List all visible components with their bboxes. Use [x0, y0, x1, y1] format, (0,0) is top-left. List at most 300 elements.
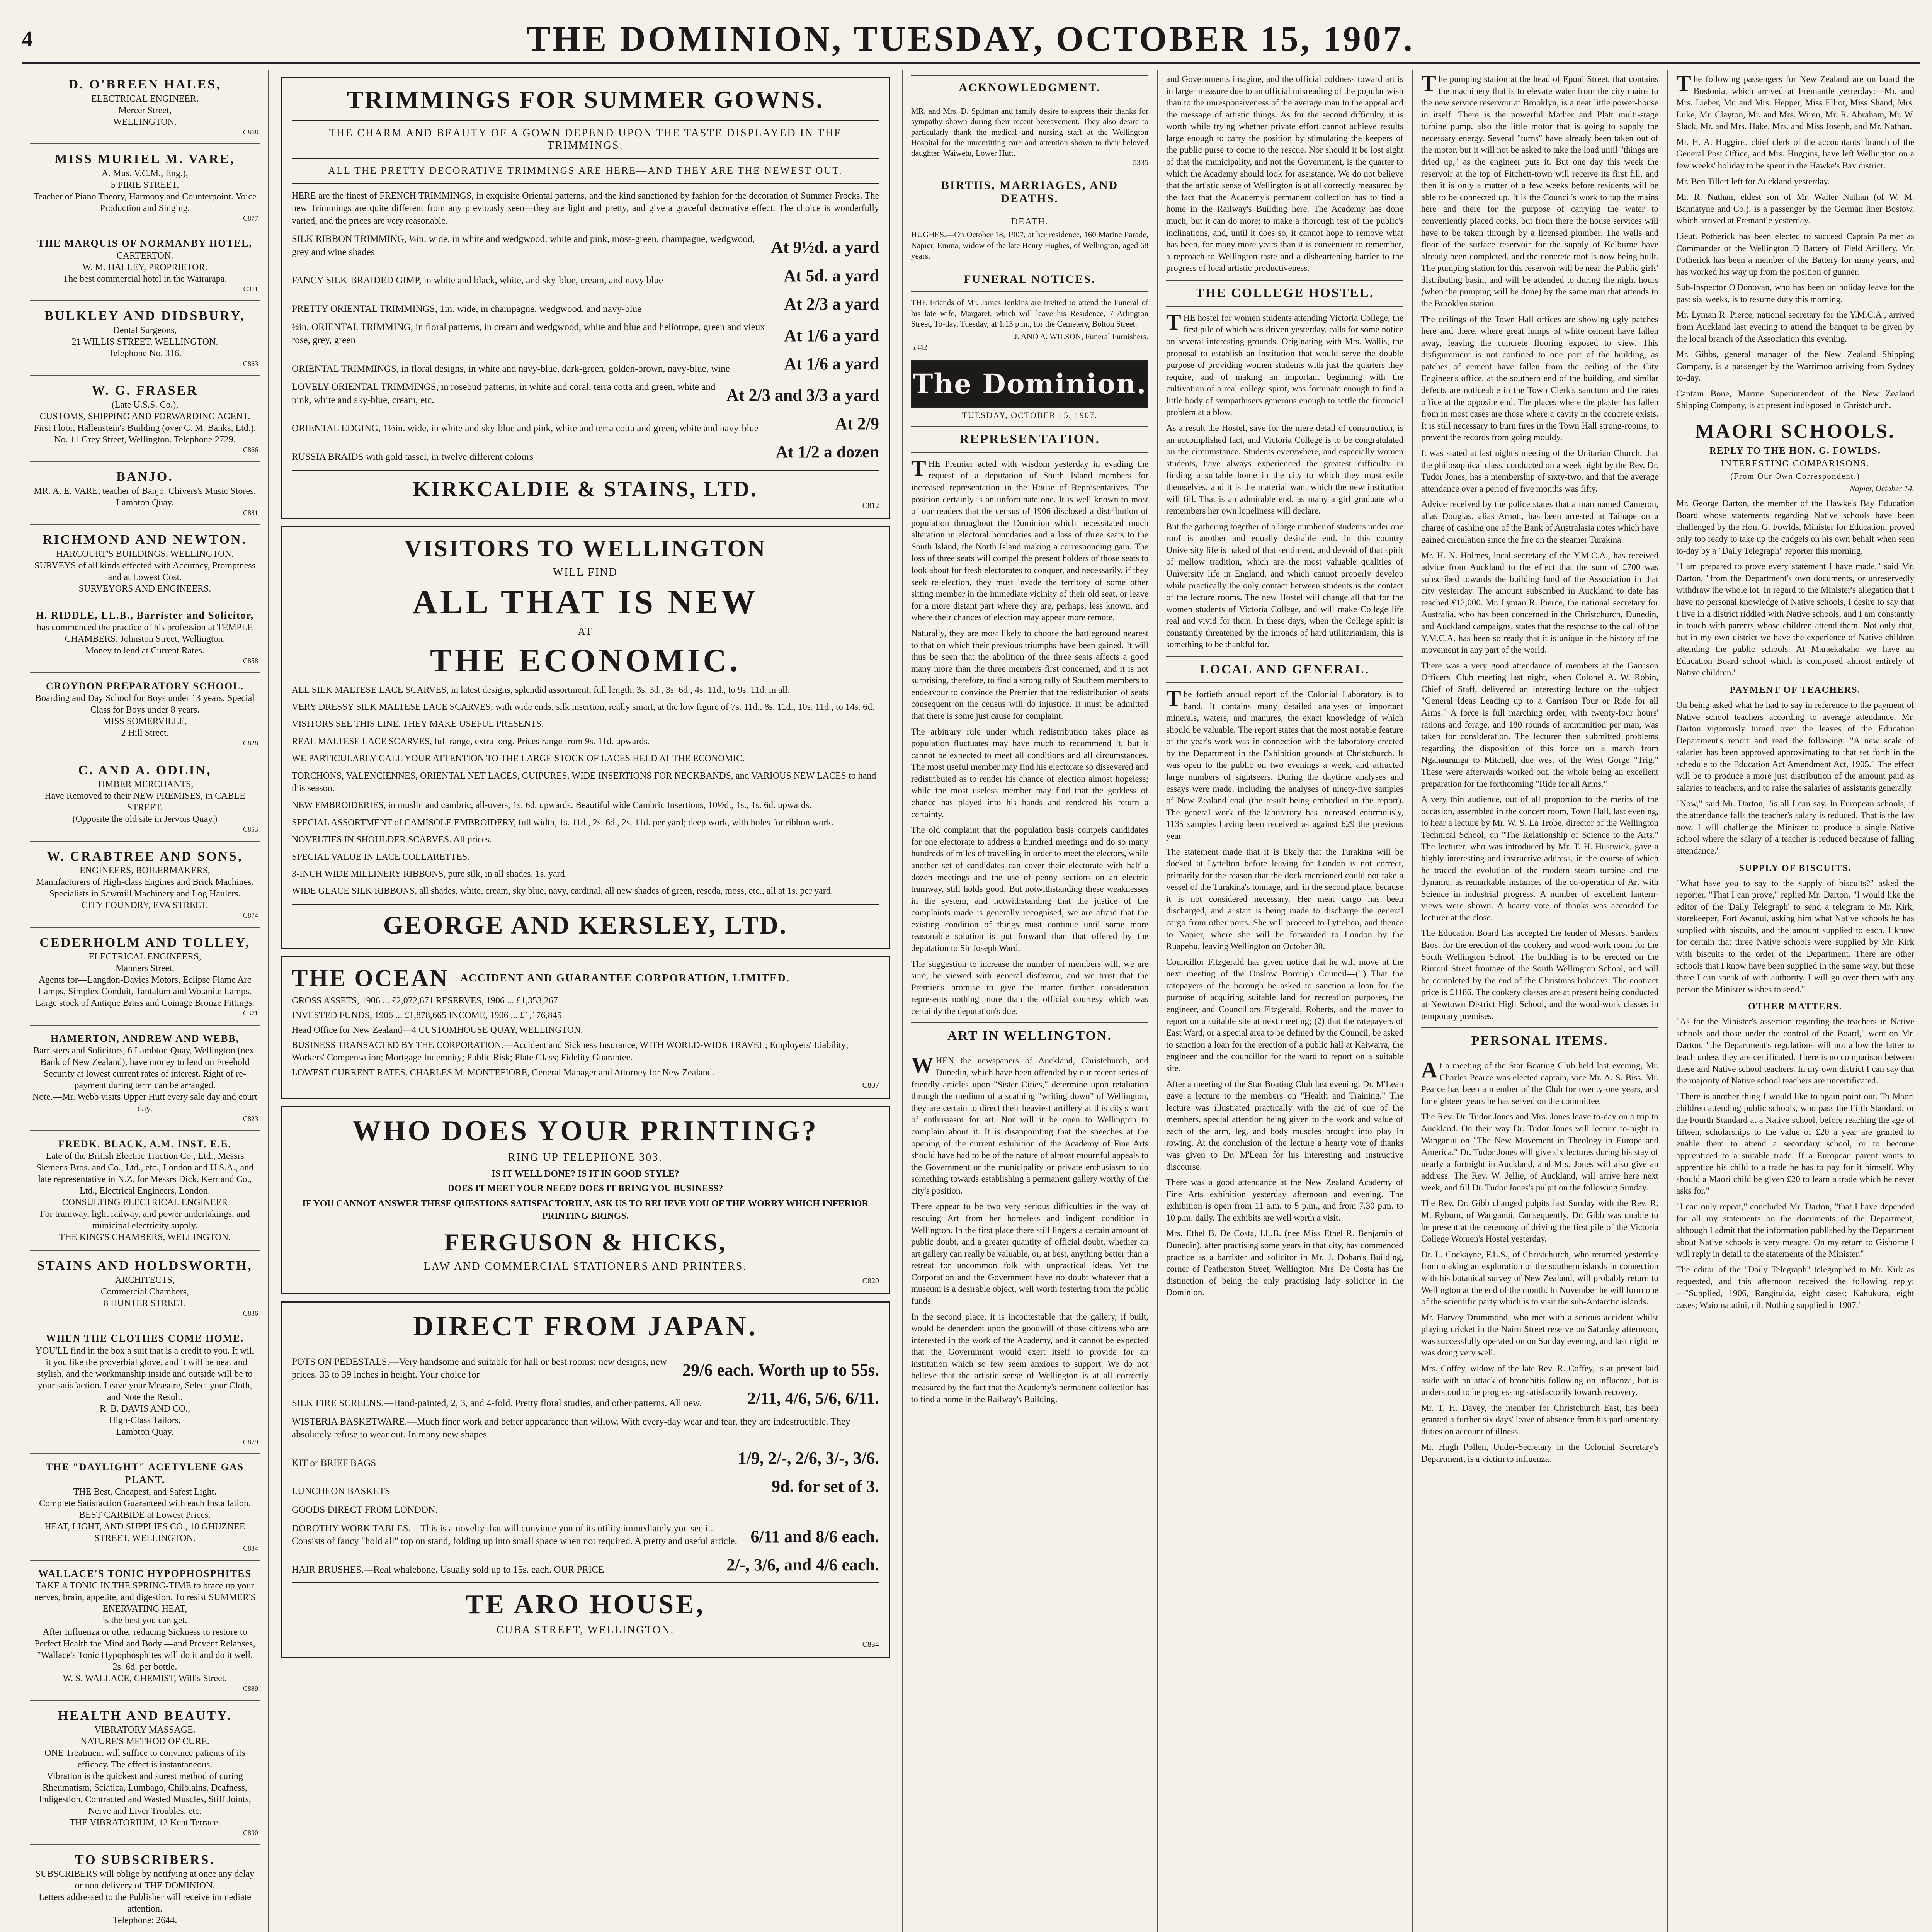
article-paragraph: As a result the Hostel, save for the mere detail of construction, is an accomplished fact, and Victoria College is to be congratulated on the circumstance. Students everywhere, and especially women students, have always experienced the greatest difficulty in finding a suitable home in the city to which they must exile themselves, and it is the material want which the new institution will fill. That is an admirable end, as many a girl graduate who remembers her own loneliness will declare. — [1166, 423, 1403, 516]
maori-subheading-3: (From Our Own Correspondent.) — [1730, 471, 1860, 481]
classified-ref: C881 — [243, 509, 258, 517]
japan-description: LUNCHEON BASKETS — [292, 1486, 390, 1497]
japan-item — [292, 1447, 879, 1469]
printing-ad — [281, 1106, 890, 1294]
maori-heading: MAORI SCHOOLS. — [1695, 420, 1896, 443]
article-paragraph: Advice received by the police states that a man named Cameron, alias Douglas, alias Arnott, has been arrested at Taihape on a charge of cashing one of the Bank of Australasia notes which have gained circulation since the fire on the steamer Turakina. — [1421, 499, 1658, 544]
classified-line: has commenced the practice of his profession at TEMPLE CHAMBERS, Johnston Street, Wellington. — [37, 622, 253, 644]
classified-ad — [30, 376, 260, 462]
japan-description: DOROTHY WORK TABLES.—This is a novelty that will convince you of its utility immediately you see it. Consists of fancy "hold all" top on stand, folding up into small space when not required. A pretty and useful article. — [292, 1523, 737, 1547]
classified-ad — [30, 842, 260, 928]
economic-headline-1: VISITORS TO WELLINGTON — [404, 535, 767, 562]
page-number: 4 — [22, 26, 33, 51]
news-column-4 — [1158, 70, 1413, 1932]
classified-line: is the best you can get. — [102, 1616, 187, 1626]
trimming-description: ORIENTAL EDGING, 1½in. wide, in white and sky-blue and pink, white and terra cotta and green, white and navy-blue — [292, 423, 759, 434]
trimming-price: At 2/3 and 3/3 a yard — [726, 386, 879, 405]
article-paragraph: The following passengers for New Zealand are on board the Bostonia, which arrived at Fremantle yesterday:—Mr. and Mrs. Lieber, Mr. and Mrs. Hepper, Miss Elliot, Miss Shand, Mrs. Luke, Mr. Clayton, Mr. and Mrs. Wiren, Mr. R. Abraham, Mr. W. Slack, Mr. and Mrs. Hake, Mrs. and Miss Joseph, and Mr. Nathan. — [1676, 71, 1914, 131]
classified-ref: C877 — [243, 214, 258, 222]
article-subheading: PAYMENT OF TEACHERS. — [1730, 685, 1861, 695]
printing-line-list — [292, 1168, 879, 1223]
classified-line: 5 PIRIE STREET, — [111, 180, 179, 190]
article-paragraph: "I can only repeat," concluded Mr. Darton, "that I have depended for all my statements on the documents of the Department, although I admit that the information published by the Department about Native schools is very meagre. On my return to Gisborne I will reply in detail to the statements of the Minister." — [1676, 1201, 1914, 1259]
trimming-item — [292, 412, 879, 435]
ocean-line-list — [292, 995, 879, 1079]
divider — [292, 904, 879, 905]
ad-ref: C820 — [862, 1276, 879, 1285]
representation-article — [911, 455, 1148, 1017]
divider — [292, 120, 879, 121]
trimming-price: At 5d. a yard — [784, 266, 879, 285]
trimming-description: ½in. ORIENTAL TRIMMING, in floral patterns, in cream and wedgwood, white and blue and heliotrope, green and vieux rose, grey, green — [292, 322, 765, 346]
classified-ad — [30, 462, 260, 525]
ocean-ad — [281, 956, 890, 1099]
article-paragraph: Dr. L. Cockayne, F.L.S., of Christchurch, who returned yesterday from making an exploration of the southern islands in connection with his botanical survey of New Zealand, will probably return to Wellington at the end of the month. In November he will form one of the scientific party which is to visit the sub-Antarctic islands. — [1421, 1249, 1658, 1307]
article-paragraph: Mr. Harvey Drummond, who met with a serious accident whilst playing cricket in the Nairn Street reserve on Saturday afternoon, was successfully operated on on Sunday evening, and last night he was doing very well. — [1421, 1312, 1658, 1358]
news-column-5 — [1413, 70, 1668, 1932]
article-paragraph: At a meeting of the Star Boating Club held last evening, Mr. Charles Pearce was elected captain, vice Mr. A. S. Biss. Mr. Pearce has been a member of the Club for twenty-one years, and for eighteen years he has served on the committee. — [1421, 1057, 1658, 1106]
japan-address: CUBA STREET, WELLINGTON. — [496, 1624, 675, 1636]
local-article-continued — [1421, 73, 1658, 1022]
classified-line: 21 WILLIS STREET, WELLINGTON. — [71, 337, 218, 347]
classified-ad — [30, 525, 260, 602]
classified-line: Note.—Mr. Webb visits Upper Hutt every sale day and court day. — [32, 1092, 258, 1114]
japan-description: GOODS DIRECT FROM LONDON. — [292, 1504, 438, 1515]
economic-headline-3: ALL THAT IS NEW — [412, 583, 759, 621]
classified-line: Specialists in Sawmill Machinery and Log Haulers. — [49, 889, 241, 899]
classified-line: W. M. HALLEY, PROPRIETOR. — [82, 262, 207, 272]
article-paragraph: The statement made that it is likely that the Turakina will be docked at Lyttelton before leaving for London is not correct, primarily for the reason that the dock mentioned could not take a vessel of the Turakina's tonnage, and, in the second place, because it is not considered necessary. Her meat cargo has been discharged, and a start is being made to discharge the general cargo from other ports. She will proceed to Lyttelton, and thence to Napier, where she will be forwarded to London by the Ruapehu, leaving Wellington on October 30. — [1166, 847, 1403, 951]
economic-line: TORCHONS, VALENCIENNES, ORIENTAL NET LACES, GUIPURES, WIDE INSERTIONS FOR NECKBANDS, and VARIOUS NEW LACES to hand this season. — [292, 770, 876, 793]
maori-article — [1676, 498, 1914, 1311]
article-paragraph: The suggestion to increase the number of members will, we are sure, be viewed with general disfavour, and we trust that the Premier's promise to give the matter further consideration represents nothing more than the official courtesy which was certainly the deputation's due. — [911, 959, 1148, 1016]
article-paragraph: Councillor Fitzgerald has given notice that he will move at the next meeting of the Onslow Borough Council—(1) That the ratepayers of the borough be asked to sanction a loan for the purpose of acquiring suitable land for recreation purposes, the engineer, and Councillors Fitzgerald, Roberts, and the mover to report on a suitable site at next meeting; (2) that the ratepayers of East Ward, or a special area to be defined by the Council, be asked to sanction a loan for the erection of a public hall at Kaiwarra, the engineer and the councillor for the ward to report on a suitable site. — [1166, 957, 1403, 1073]
economic-line: 3-INCH WIDE MILLINERY RIBBONS, pure silk, in all shades, 1s. yard. — [292, 869, 567, 879]
classified-title: RICHMOND AND NEWTON. — [43, 532, 247, 547]
classified-ref: C853 — [243, 825, 258, 833]
article-paragraph: "I am prepared to prove every statement I have made," said Mr. Darton, "from the Department's own documents, or unreservedly withdraw the whole lot. In regard to the Minister's allegation that I have no personal knowledge of Native schools, I desire to say that I live in a district riddled with Native schools, and I am constantly in touch with parents whose children attend them. Not only that, but in my own district we have the experience of Native children attending the public schools. At Maraekakaho we have an Education Board school which is composed almost entirely of Native children." — [1676, 561, 1914, 678]
article-paragraph: The Rev. Dr. Gibb changed pulpits last Sunday with the Rev. R. M. Ryburn, of Wanganui. Consequently, Dr. Gibb was unable to be present at the ceremony of driving the first pile of the Victoria College Women's Hostel yesterday. — [1421, 1198, 1658, 1244]
trimming-description: LOVELY ORIENTAL TRIMMINGS, in rosebud patterns, in white and coral, terra cotta and green, white and pink, white and sky-blue, cream, etc. — [292, 382, 716, 406]
article-paragraph: A very thin audience, out of all proportion to the merits of the occasion, assembled in the concert room, Town Hall, last evening, to hear a lecture by Mr. W. S. La Trobe, director of the Wellington Technical School, on "The Relationship of Science to the Arts." The lecturer, who was introduced by Mr. T. H. Hustwick, gave a highly interesting and instructive address, in the course of which he traced the evolution of the modern steam turbine and the dynamo, as remarkable instances of the co-operation of Art with Science in industrial progress. A number of excellent lantern-views were shown. A hearty vote of thanks was accorded the lecturer at the close. — [1421, 794, 1658, 922]
ad-ref: C812 — [862, 501, 879, 510]
classified-ad — [30, 1325, 260, 1454]
divider — [292, 183, 879, 184]
classified-line: MISS SOMERVILLE, — [102, 716, 187, 726]
funeral-text: THE Friends of Mr. James Jenkins are invited to attend the Funeral of his late wife, Margaret, which will leave his Residence, 7 Arlington Street, To-day, Tuesday, at 1.15 p.m., for the Cemetery, Bolton Street. — [911, 298, 1148, 328]
article-paragraph: In the second place, it is incontestable that the gallery, if built, would be dependent upon the goodwill of those citizens who are interested in the work of the Academy, and it cannot be expected that the Government would exert itself to provide for an institution which so few seem anxious to support. We do not believe that the artistic sense of Wellington is at all correctly measured by the fact that the Academy's permanent collection has to find a home in the Railway's Building. — [911, 1311, 1148, 1404]
classified-ad — [30, 602, 260, 673]
classified-title: WHEN THE CLOTHES COME HOME. — [46, 1333, 244, 1344]
japan-item — [292, 1522, 879, 1548]
article-paragraph: Mr. H. A. Huggins, chief clerk of the accountants' branch of the General Post Office, and Mrs. Huggins, have left Wellington on a few weeks' holiday to be spent in the Hawke's Bay district. — [1676, 137, 1914, 171]
classified-ref: C863 — [243, 359, 258, 367]
classified-title: HAMERTON, ANDREW AND WEBB, — [50, 1032, 240, 1044]
japan-description: KIT or BRIEF BAGS — [292, 1458, 376, 1468]
classified-ad — [30, 1701, 260, 1845]
article-paragraph: The ceilings of the Town Hall offices are showing ugly patches here and there, where great lumps of white cement have fallen away, leaving the concrete flooring exposed to view. This disfigurement is not confined to one part of the building, as patches of cement have fallen from the ceiling of the City Engineer's office, at the southern end of the building, and similar defects are noticeable in the Town Clerk's sanctum and the rates office at the opposite end. The places where the plaster has fallen from in most cases are those where a cavity in the concrete exists. It is still necessary to burn fires in the Town Hall strong-rooms, to prevent the records from going mouldy. — [1421, 314, 1658, 442]
classified-line: For tramway, light railway, and power undertakings, and municipal electricity supply. — [40, 1209, 250, 1231]
japan-description: WISTERIA BASKETWARE.—Much finer work and better appearance than willow. With every-day wear and tear, they are indestructible. They absolutely refuse to wear out. In many new shapes. — [292, 1416, 850, 1440]
classified-ref: C836 — [243, 1309, 258, 1317]
classified-line: CUSTOMS, SHIPPING AND FORWARDING AGENT. — [39, 411, 250, 422]
classified-line: Money to lend at Current Rates. — [85, 646, 204, 656]
article-paragraph: After a meeting of the Star Boating Club last evening, Dr. M'Lean gave a lecture to the members on "Health and Training." The lecture was illustrated practically with the aid of one of the members, special attention being given to the work and value of each of the arm, leg, and body muscles brought into play in rowing. At the conclusion of the lecture a hearty vote of thanks was given to Dr. M'Lean for his interesting and instructive discourse. — [1166, 1079, 1403, 1172]
classified-ref: C371 — [243, 1009, 258, 1017]
classified-line: YOU'LL find in the box a suit that is a credit to you. It will fit you like the proverbial glove, and it will be neat and stylish, and the workmanship inside and outside will be to your satisfaction. Leave your Measure, Select your Cloth, and Note the Result. — [35, 1345, 255, 1402]
japan-advertiser: TE ARO HOUSE, — [465, 1590, 706, 1620]
classified-title: CEDERHOLM AND TOLLEY, — [39, 935, 250, 950]
hostel-heading: THE COLLEGE HOSTEL. — [1166, 280, 1403, 307]
classified-line: ELECTRICAL ENGINEER. — [91, 94, 199, 104]
article-paragraph: Mr. Ben Tillett left for Auckland yesterday. — [1676, 176, 1830, 186]
classified-title: BULKLEY AND DIDSBURY, — [44, 309, 245, 323]
classified-line: Manners Street. — [116, 963, 174, 973]
classified-line: Late of the British Electric Traction Co., Ltd., Messrs Siemens Bros. and Co., Ltd., etc., London and U.S.A., and late representative in N.Z. for Messrs Dick, Kerr and Co., Ltd., Electrical Engineers, London. — [36, 1151, 254, 1196]
classified-line: W. S. WALLACE, CHEMIST, Willis Street. — [63, 1673, 227, 1684]
japan-ad — [281, 1301, 890, 1658]
article-paragraph: But the gathering together of a large number of students under one roof is another and equally desirable end. In this country University life is naked of that sentiment, and devoid of that spirit of mellow tradition, which are the most valuable qualities of University life in England, and which cannot properly develop while practically the only contact between students is the contact of the lecture rooms. The new Hostel will change all that for the women students of Victoria College, and will make College life real and vivid for them. In these days, when the College spirit is constantly threatened by the inroads of hard utilitarianism, this is something to be thankful for. — [1166, 521, 1403, 650]
ocean-line: LOWEST CURRENT RATES. CHARLES M. MONTEFIORE, General Manager and Attorney for New Zealand. — [292, 1067, 714, 1078]
article-paragraph: Mr. Lyman R. Pierce, national secretary for the Y.M.C.A., arrived from Auckland last evening to attend the banquet to be given by the local branch of the Association this evening. — [1676, 310, 1914, 344]
article-paragraph: Mr. George Darton, the member of the Hawke's Bay Education Board whose statements regarding Native schools have been challenged by the Hon. G. Fowlds, Minister for Education, proved only too ready to take up the cudgels on his own behalf when seen to-day by a "Daily Telegraph" reporter this morning. — [1676, 498, 1914, 556]
classified-ref: C834 — [243, 1544, 258, 1552]
classified-line: First Floor, Hallenstein's Building (over C. M. Banks, Ltd.), No. 11 Grey Street, Wellington. Telephone 2729. — [34, 423, 256, 445]
printing-title: WHO DOES YOUR PRINTING? — [352, 1115, 819, 1147]
classified-line: Telephone: 2644. — [112, 1915, 177, 1925]
trimming-item — [292, 293, 879, 315]
article-paragraph: The pumping station at the head of Epuni Street, that contains the machinery that is to elevate water from the city mains to the new service reservoir at Brooklyn, is a neat little power-house in itself. There is the powerful Mather and Platt multi-stage turbine pump, also the little motor that is going to supply the necessary energy. Several "turns" have already been taken out of the motor, but it will not be asked to take the load until "things are dried up," as the engineer puts it. But one day this week the reservoir at the top of Fitchett-town will receive its first fill, and then it is only a matter of a few weeks before residents will be able to be connected up. It is the Council's work to tap the mains here and there for the purpose of carrying the water to conveniently placed cocks, but from there the house services will have to be taken through by a licensed plumber. The walls and floor of the surface reservoir for the supply of Kelburne have already been completed, and the concrete roof is now being built. The pumping station for this reservoir will be near the Public girls' distributing basin, and will be attended to during the night hours (when the pumping will be done) by the same man that attends to the Brooklyn station. — [1421, 71, 1658, 308]
article-paragraph: The editor of the "Daily Telegraph" telegraphed to Mr. Kirk as requested, and this afternoon received the following reply:—"Supplied, 1906, Rangitukia, eight cases; Kahukura, eight cases; Waiomatatini, nil. Nothing supplied in 1907." — [1676, 1264, 1914, 1310]
classified-line: Vibration is the quickest and surest method of curing Rheumatism, Sciatica, Lumbago, Chilblains, Deafness, Indigestion, Contracted and Wasted Muscles, Stiff Joints, Nerve and Liver Troubles, etc. — [39, 1771, 251, 1816]
classified-line: Complete Satisfaction Guaranteed with each Installation. — [39, 1498, 251, 1509]
trimming-description: FANCY SILK-BRAIDED GIMP, in white and black, white, and sky-blue, cream, and navy blue — [292, 275, 663, 286]
classified-line: CONSULTING ELECTRICAL ENGINEER — [62, 1197, 228, 1208]
japan-description: POTS ON PEDESTALS.—Very handsome and suitable for hall or best rooms; new designs, new prices. 33 to 39 inches in height. Your choice for — [292, 1356, 667, 1380]
masthead-title: THE DOMINION, TUESDAY, OCTOBER 15, 1907. — [527, 19, 1415, 58]
ocean-line: BUSINESS TRANSACTED BY THE CORPORATION.—Accident and Sickness Insurance, WITH WORLD-WIDE TRAVEL; Employers' Liability; Workers' Compensation; Mortgage Indemnity; Public Risk; Plate Glass; Fidelity Guarantee. — [292, 1040, 849, 1063]
classified-line: TIMBER MERCHANTS, — [96, 779, 194, 789]
classified-title: C. AND A. ODLIN, — [78, 763, 212, 777]
classified-line: 8 HUNTER STREET. — [104, 1298, 186, 1308]
japan-price: 2/-, 3/6, and 4/6 each. — [726, 1555, 879, 1575]
classified-ref: C823 — [243, 1115, 258, 1122]
trimming-price: At 9½d. a yard — [771, 238, 879, 257]
classified-ad — [30, 230, 260, 301]
classified-ref: C828 — [243, 739, 258, 747]
trimming-item — [292, 233, 879, 259]
classified-title: W. G. FRASER — [92, 383, 198, 398]
classified-line: THE KING'S CHAMBERS, WELLINGTON. — [59, 1232, 231, 1242]
classified-ad — [30, 70, 260, 144]
article-paragraph: Lieut. Potherick has been elected to succeed Captain Palmer as Commander of the Wellington D Battery of Field Artillery. Mr. Potherick has been a member of the Battery for many years, and has worked his way up from the position of gunner. — [1676, 231, 1914, 277]
classified-line: The best commercial hotel in the Wairarapa. — [63, 274, 227, 284]
classified-line: VIBRATORY MASSAGE. — [94, 1725, 196, 1735]
classified-line: Boarding and Day School for Boys under 13 years. Special Class for Boys under 8 years. — [35, 693, 255, 715]
classified-title: MISS MURIEL M. VARE, — [54, 152, 235, 166]
classified-line: THE Best, Cheapest, and Safest Light. — [73, 1487, 217, 1497]
columns — [22, 70, 1920, 1932]
classified-line: CARTERTON. — [116, 250, 173, 261]
economic-line: WIDE GLACE SILK RIBBONS, all shades, white, cream, sky blue, navy, cardinal, all new shades of green, reseda, moss, etc., all at 1s. per yard. — [292, 886, 833, 896]
printing-line: IS IT WELL DONE? IS IT IN GOOD STYLE? — [492, 1169, 679, 1179]
classified-ref: C311 — [243, 285, 258, 293]
japan-description: SILK FIRE SCREENS.—Hand-painted, 2, 3, and 4-fold. Pretty floral studies, and other patterns. All new. — [292, 1398, 702, 1408]
classified-line: NATURE'S METHOD OF CURE. — [80, 1736, 209, 1747]
classified-title: FREDK. BLACK, A.M. INST. E.E. — [58, 1138, 232, 1150]
news-column-6 — [1668, 70, 1923, 1932]
funeral-signature: J. AND A. WILSON, Funeral Furnishers. — [1014, 332, 1148, 342]
classified-ad — [30, 1845, 260, 1932]
trimmings-ad — [281, 77, 890, 519]
divider — [292, 470, 879, 471]
classified-line: SUBSCRIBERS will oblige by notifying at once any delay or non-delivery of THE DOMINION. — [35, 1869, 255, 1891]
article-paragraph: Sub-Inspector O'Donovan, who has been on holiday leave for the past six weeks, is to resume duty this morning. — [1676, 282, 1914, 304]
article-subheading: SUPPLY OF BISCUITS. — [1739, 863, 1852, 873]
japan-price: 1/9, 2/-, 2/6, 3/-, 3/6. — [738, 1449, 879, 1468]
japan-description: HAIR BRUSHES.—Real whalebone. Usually sold up to 15s. each. OUR PRICE — [292, 1564, 604, 1575]
article-paragraph: The Education Board has accepted the tender of Messrs. Sanders Bros. for the erection of the cookery and wood-work room for the South Wellington School. The building is to be erected on the Rintoul Street frontage of the South Wellington School, and will be completed by the end of the Christmas holidays. The contract price is £1186. The cookery classes are at present being conducted at Newtown District High School, and the wood-work classes in temporary premises. — [1421, 928, 1658, 1021]
ad-ref: 5335 — [1133, 158, 1148, 167]
ocean-subtitle: ACCIDENT AND GUARANTEE CORPORATION, LIMITED. — [460, 972, 790, 985]
news-column-3 — [903, 70, 1158, 1932]
trimmings-subtitle: THE CHARM AND BEAUTY OF A GOWN DEPEND UPON THE TASTE DISPLAYED IN THE TRIMMINGS. — [328, 127, 842, 151]
classified-title: STAINS AND HOLDSWORTH, — [37, 1259, 253, 1273]
classified-ad — [30, 1026, 260, 1131]
classified-title: THE MARQUIS OF NORMANBY HOTEL, — [37, 238, 252, 249]
funeral-ref: 5342 — [911, 342, 927, 352]
printing-advertiser: FERGUSON & HICKS, — [444, 1228, 727, 1256]
trimming-item — [292, 264, 879, 287]
printing-line: DOES IT MEET YOUR NEED? DOES IT BRING YOU BUSINESS? — [447, 1184, 723, 1194]
maori-subheading-1: REPLY TO THE HON. G. FOWLDS. — [1709, 446, 1881, 456]
death-heading: DEATH. — [1011, 217, 1049, 227]
classified-ad — [30, 301, 260, 376]
classified-line: Lambton Quay. — [116, 1427, 174, 1437]
classified-ad — [30, 1454, 260, 1561]
classified-line: Barristers and Solicitors, 6 Lambton Quay, Wellington (next Bank of New Zealand), have money to lend on Freehold Security at lowest current rates of interest. Right of re-payment during term can be arranged. — [33, 1046, 257, 1090]
article-paragraph: There appear to be two very serious difficulties in the way of rescuing Art from her homeless and indigent condition in Wellington. In the first place there still lingers a certain amount of public doubt, and a greater quantity of official doubt, whether an art gallery can really be valuable, or, at best, anything better than a retreat for uncommon folk with unpractical ideas. Yet the Corporation and the Government have no doubt whatever that a museum is a desirable object, well worth fostering from the public funds. — [911, 1201, 1148, 1306]
classified-line: ENGINEERS, BOILERMAKERS, — [79, 866, 210, 876]
printing-tag: LAW AND COMMERCIAL STATIONERS AND PRINTERS. — [423, 1260, 747, 1272]
trimmings-tagline: ALL THE PRETTY DECORATIVE TRIMMINGS ARE HERE—AND THEY ARE THE NEWEST OUT. — [328, 165, 843, 176]
article-paragraph: Mr. H. N. Holmes, local secretary of the Y.M.C.A., has received advice from Auckland to the effect that the sum of £700 was subscribed towards the building fund of the Association in that city yesterday. The amount subscribed in Auckland to date has reached £12,000. Mr. Lyman R. Pierce, the national secretary for Australia, who has been concerned in the Christchurch, Dunedin, and Auckland campaigns, states that the response to the call of the Y.M.C.A. has been so ready that it is unique in the history of the movement in any part of the world. — [1421, 550, 1658, 655]
classified-ad — [30, 673, 260, 755]
economic-line: WE PARTICULARLY CALL YOUR ATTENTION TO THE LARGE STOCK OF LACES HELD AT THE ECONOMIC. — [292, 753, 745, 764]
classified-ad — [30, 755, 260, 842]
classified-title: TO SUBSCRIBERS. — [75, 1852, 215, 1867]
classified-ad — [30, 144, 260, 230]
classified-line: Teacher of Piano Theory, Harmony and Counterpoint. Voice Production and Singing. — [33, 191, 257, 213]
article-paragraph: The Rev. Dr. Tudor Jones and Mrs. Jones leave to-day on a trip to Auckland. On their way Dr. Tudor Jones will lecture to-night in Wanganui on "The New Movement in Theology in Europe and America." Dr. Tudor Jones will give six lectures during his stay of nearly a fortnight in Auckland, and Mrs. Jones will also give an address. The Rev. W. Jellie, of Auckland, will arrive here next week, and fill Dr. Tudor Jones's pulpit on the following Sunday. — [1421, 1112, 1658, 1192]
trimming-item — [292, 321, 879, 347]
classified-ref: C874 — [243, 912, 258, 919]
hostel-article — [1166, 309, 1403, 651]
classified-title: CROYDON PREPARATORY SCHOOL. — [46, 680, 244, 692]
classified-ad — [30, 1131, 260, 1251]
trimming-price: At 1/6 a yard — [784, 354, 879, 373]
bmd-heading: BIRTHS, MARRIAGES, AND DEATHS. — [911, 173, 1148, 211]
classified-line: Dental Surgeons, — [113, 325, 177, 335]
classified-ref: C889 — [243, 1685, 258, 1692]
classified-line: Commercial Chambers, — [101, 1286, 189, 1297]
article-paragraph: The old complaint that the population basis compels candidates for one electorate to address a hundred meetings and do so many hundreds of miles of travelling in order to meet the electors, while another set of candidates can cover their electorate with half a dozen meetings and the use of penny sections on an electric tramway, still holds good. But notwithstanding these weaknesses in the system, and notwithstanding that the justice of the complaints made is generally recognised, we are afraid that the existing condition of things must continue until some more reasonable solution is put forward than that offered by the deputation to Sir Joseph Ward. — [911, 825, 1148, 953]
classified-line: A. Mus. V.C.M., Eng.), — [102, 168, 188, 179]
economic-line: VISITORS SEE THIS LINE. THEY MAKE USEFUL PRESENTS. — [292, 719, 544, 730]
article-paragraph: THE Premier acted with wisdom yesterday in evading the request of a deputation of South Island members for increased representation in the House of Representatives. The position certainly is an unfortunate one. It is well known to most of our readers that the census of 1906 disclosed a distribution of population throughout the Dominion which necessitated much alteration in electoral boundaries and a loss of three seats to the South Island, the North Island making a corresponding gain. The loss of three seats will compel the present holders of those seats to look about for fresh electorates to conquer, and necessarily, if they seek re-election, they must invade the territory of some other sitting member in the immediate vicinity of their old seat, or leave for a more distant part where they are, perhaps, less known, and where their chances of election may appear more remote. — [911, 455, 1148, 622]
classified-title: WALLACE'S TONIC HYPOPHOSPHITES — [38, 1568, 252, 1579]
classified-title: HEALTH AND BEAUTY. — [58, 1708, 232, 1723]
classified-line: HARCOURT'S BUILDINGS, WELLINGTON. — [56, 549, 234, 559]
ad-ref: C807 — [862, 1081, 879, 1090]
maori-subheading-2: INTERESTING COMPARISONS. — [1721, 459, 1870, 469]
article-paragraph: The fortieth annual report of the Colonial Laboratory is to hand. It contains many detailed analyses of important minerals, waters, and manures, the exact knowledge of which should be valuable. The report states that the most notable feature of the year's work was in connection with the laboratory erected by the Department in the Exhibition grounds at Christchurch. It was open to the public on two evenings a week, and attracted large numbers of sightseers. During the daytime analyses and essays were made, including the analyses of ninety-five samples of New Zealand coal (the result being embodied in the report). The general work of the laboratory has increased enormously, 1135 samples having been received as against 629 the previous year. — [1166, 686, 1403, 841]
death-text: HUGHES.—On October 18, 1907, at her residence, 160 Marine Parade, Napier, Emma, widow of the late Henry Hughes, of Wellington, aged 68 years. — [911, 230, 1148, 261]
classified-line: THE VIBRATORIUM, 12 Kent Terrace. — [69, 1818, 221, 1828]
classified-ref: C879 — [243, 1438, 258, 1446]
classified-line: ARCHITECTS, — [115, 1275, 175, 1285]
trimmings-intro: HERE are the finest of FRENCH TRIMMINGS, in exquisite Oriental patterns, and the kind sanctioned by fashion for the decoration of Summer Frocks. The new Trimmings are quite different from any previously seen—they are light and pretty, and give a graceful decorative effect. The choice is wonderfully varied, and the prices are very reasonable. — [292, 191, 879, 226]
article-paragraph: "There is another thing I would like to again point out. To Maori children attending public schools, who pass the Fifth Standard, or the Fourth Standard at a Native school, before reaching the age of fifteen, scholarships to the value of £20 a year are granted to enable them to attend a secondary school, or to become apprenticed to a suitable trade. If a European parent wants to apprentice his child to a trade he has to pay for it himself. Why should a Maori child be given £20 to learn a trade which he never asks for." — [1676, 1091, 1914, 1196]
article-paragraph: Mr. Hugh Pollen, Under-Secretary in the Colonial Secretary's Department, is a victim to influenza. — [1421, 1442, 1658, 1464]
japan-price: 6/11 and 8/6 each. — [750, 1527, 879, 1546]
article-paragraph: WHEN the newspapers of Auckland, Christchurch, and Dunedin, which have been offended by our recent series of friendly articles upon "Sister Cities," determine upon retaliation through the medium of a scathing "writing down" of Wellington, they are certain to direct their heaviest artillery at this city's want of enthusiasm for art. Nor will it be open to Wellington to complain about it. It is disappointing that the speeches at the opening of the current exhibition of the Academy of Fine Arts should have had to be of the nature of almost mournful appeals to the Government or the municipality or private enthusiasm to do something towards establishing a permanent gallery worthy of the city's position. — [911, 1052, 1148, 1196]
japan-item — [292, 1503, 879, 1517]
trimming-price: At 1/2 a dozen — [776, 442, 879, 462]
classified-line: ELECTRICAL ENGINEERS, — [88, 952, 201, 962]
japan-item — [292, 1387, 879, 1410]
art-heading: ART IN WELLINGTON. — [911, 1022, 1148, 1049]
art-article-continued: and Governments imagine, and the official coldness toward art is in larger measure due to an official misreading of the popular wish than to the unresponsiveness of the average man to the appeal and the message of artistic things. As for the second difficulty, it is worth while trying whether private effort cannot achieve results large enough to carry the position by stimulating the keepers of the public purse to come to the rescue. Nor should it be lost sight of that the municipality, and not the Government, is the quarter to which the Academy should look for assistance. We do not believe that the artistic sense of Wellington is at all correctly measured by the fact that the Academy's permanent collection has to find a home in the Railway's Building here. The Academy has done much, but it can do more; to make a thorough test of the public's inclinations, and, until it does so, it cannot hope to remove what has been, for many more years than it is convenient to remember, a reproach to Wellington taste and a disheartening barrier to the progress of local artistic productiveness. — [1166, 74, 1403, 273]
classified-line: After Influenza or other reducing Sickness to restore to Perfect Health the Mind and Body —and Prevent Relapses, "Wallace's Tonic Hypophosphites will do it and do it well. 2s. 6d. per bottle. — [34, 1627, 255, 1672]
trimming-item — [292, 352, 879, 375]
classified-line: Mercer Street, — [118, 105, 172, 116]
acknowledgment-heading: ACKNOWLEDGMENT. — [911, 75, 1148, 100]
classified-line: (Opposite the old site in Jervois Quay.) — [72, 814, 218, 824]
classified-line: Telephone No. 316. — [108, 348, 182, 359]
local-heading: LOCAL AND GENERAL. — [1166, 656, 1403, 683]
article-paragraph: There was a very good attendance of members at the Garrison Officers' Club meeting last night, when Colonel A. W. Robin, Chief of Staff, delivered an interesting lecture on the subject "General Ideas Leading up to a Garrison Tour or Ride for all Arms." A force is full marching order, with twenty-four hours' rations and forage, and 180 rounds of ammunition per man, was taken for consideration. The lecturer then submitted problems regarding the disposition of this force on a march from Ngahauranga to Mitchell, due west of the West Gorge "Trig." These were afterwards worked out, the whole being an excellent preparation for the forthcoming "Ride for all Arms." — [1421, 660, 1658, 789]
masthead — [22, 15, 1920, 64]
display-ads-column — [269, 70, 903, 1932]
classified-ref: C866 — [243, 446, 258, 454]
article-paragraph: It was stated at last night's meeting of the Unitarian Church, that the philosophical class, conducted on a week night by the Rev. Dr. Tudor Jones, has a membership of sixty-two, and that the average attendance over a period of five months was fifty. — [1421, 448, 1658, 493]
economic-line-list — [292, 684, 879, 898]
classified-line: Letters addressed to the Publisher will receive immediate attention. — [39, 1892, 251, 1914]
classified-line: High-Class Tailors, — [109, 1415, 181, 1425]
divider — [292, 1582, 879, 1583]
classified-title: BANJO. — [116, 469, 173, 484]
classified-line: WELLINGTON. — [113, 117, 177, 127]
trimming-description: ORIENTAL TRIMMINGS, in floral designs, in white and navy-blue, dark-green, golden-brown, navy-blue, wine — [292, 363, 730, 374]
classified-line: SURVEYS of all kinds effected with Accuracy, Promptness and at Lowest Cost. — [34, 560, 255, 582]
classified-line: ONE Treatment will suffice to convince patients of its efficacy. The effect is instantaneous. — [44, 1748, 245, 1770]
trimmings-item-list — [292, 233, 879, 463]
funeral-heading: FUNERAL NOTICES. — [911, 267, 1148, 292]
classified-line: Have Removed to their NEW PREMISES, in CABLE STREET. — [44, 791, 245, 813]
classified-line: MR. A. E. VARE, teacher of Banjo. Chivers's Music Stores, Lambton Quay. — [34, 486, 256, 508]
acknowledgment-text: MR. and Mrs. D. Spilman and family desire to express their thanks for sympathy shown during their recent bereavement. They also desire to particularly thank the medical and nursing staff at the Wellington Hospital for the unremitting care and attention shown to their beloved daughter. Waiwetu, Lower Hutt. — [911, 106, 1148, 158]
economic-headline-4: AT — [577, 625, 594, 638]
article-paragraph: Mrs. Ethel B. De Costa, LL.B. (nee Miss Ethel R. Benjamin of Dunedin), after practising some years in that city, has commenced practice as a barrister and solicitor in Mr. J. Dohan's Building, corner of Featherston Street, Wellington. Mrs. De Costa has the distinction of being the only practising lady solicitor in the Dominion. — [1166, 1228, 1403, 1298]
trimming-item — [292, 440, 879, 463]
japan-item — [292, 1475, 879, 1498]
japan-item — [292, 1553, 879, 1576]
economic-ad — [281, 526, 890, 949]
trimming-description: SILK RIBBON TRIMMING, ¼in. wide, in white and wedgwood, white and pink, moss-green, champagne, wedgwood, grey and wine shades — [292, 234, 755, 257]
economic-headline-5: THE ECONOMIC. — [430, 642, 741, 679]
economic-line: SPECIAL ASSORTMENT of CAMISOLE EMBROIDERY, full width, 1s. 11d., 2s. 6d., 2s. 11d. per yard; deep work, with holes for ribbon work. — [292, 817, 834, 828]
article-paragraph: Mr. T. H. Davey, the member for Christchurch East, has been granted a further six days' leave of absence from his parliamentary duties on account of illness. — [1421, 1403, 1658, 1436]
classified-line: (Late U.S.S. Co.), — [111, 400, 179, 410]
classified-ad — [30, 928, 260, 1026]
japan-price: 2/11, 4/6, 5/6, 6/11. — [747, 1389, 879, 1408]
trimming-item — [292, 381, 879, 407]
article-paragraph: Mr. R. Nathan, eldest son of Mr. Walter Nathan (of W. M. Bannatyne and Co.), is a passenger by the German liner Bostow, which arrived at Fremantle yesterday. — [1676, 192, 1914, 226]
article-paragraph: Mrs. Coffey, widow of the late Rev. R. Coffey, is at present laid aside with an attack of bronchitis following on influenza, but is understood to be progressing satisfactorily towards recovery. — [1421, 1363, 1658, 1397]
economic-line: SPECIAL VALUE IN LACE COLLARETTES. — [292, 852, 470, 862]
article-subheading: OTHER MATTERS. — [1748, 1002, 1842, 1012]
classified-title: THE "DAYLIGHT" ACETYLENE GAS PLANT. — [46, 1461, 244, 1485]
economic-headline-2: WILL FIND — [553, 566, 618, 578]
classified-ref: C868 — [243, 128, 258, 136]
japan-item-list — [292, 1355, 879, 1577]
article-paragraph: There was a good attendance at the New Zealand Academy of Fine Arts exhibition yesterday afternoon and evening. The exhibition is open from 11 a.m. to 5 p.m., and from 7.30 p.m. to 10 p.m. daily. The exhibits are well worth a visit. — [1166, 1177, 1403, 1223]
economic-line: NOVELTIES IN SHOULDER SCARVES. All prices. — [292, 835, 492, 845]
classified-ref: C890 — [243, 1829, 258, 1837]
classified-line: HEAT, LIGHT, AND SUPPLIES CO., 10 GHUZNEE STREET, WELLINGTON. — [44, 1522, 245, 1543]
ocean-line: Head Office for New Zealand—4 CUSTOMHOUSE QUAY, WELLINGTON. — [292, 1025, 583, 1036]
article-paragraph: THE hostel for women students attending Victoria College, the first pile of which was driven yesterday, calls for some notice on several interesting grounds. Originating with Mrs. Wallis, the proposal to establish an institution that would serve the double purpose of providing women students with just the quarters they require, and of making an important beginning with the cultivation of a real college spirit, was fortunate enough to find a little body of sympathisers generous enough to settle the financial problem at a blow. — [1166, 309, 1403, 417]
article-paragraph: "Now," said Mr. Darton, "is all I can say. In European schools, if the attendance falls the teacher's salary is reduced. That is the law now. I will challenge the Minister to produce a single Native school where the salary of a teacher is reduced because of falling attendance." — [1676, 798, 1914, 855]
japan-item — [292, 1415, 879, 1442]
ocean-title: THE OCEAN — [292, 965, 449, 992]
classified-title: W. CRABTREE AND SONS, — [47, 849, 243, 864]
art-article — [911, 1052, 1148, 1405]
trimming-description: PRETTY ORIENTAL TRIMMINGS, 1in. wide, in champagne, wedgwood, and navy-blue — [292, 303, 642, 314]
japan-title: DIRECT FROM JAPAN. — [413, 1310, 758, 1342]
japan-price: 9d. for set of 3. — [772, 1477, 879, 1496]
ocean-line: INVESTED FUNDS, 1906 ... £1,878,665 INCOME, 1906 ... £1,176,845 — [292, 1010, 562, 1021]
classifieds-column — [22, 70, 269, 1932]
economic-advertiser: GEORGE AND KERSLEY, LTD. — [383, 911, 788, 939]
personal-article-continued — [1676, 73, 1914, 412]
classified-line: TAKE A TONIC IN THE SPRING-TIME to brace up your nerves, brain, appetite, and digestion. To resist SUMMER'S ENERVATING HEAT, — [34, 1581, 256, 1614]
trimming-price: At 2/9 — [835, 414, 879, 433]
trimming-description: RUSSIA BRAIDS with gold tassel, in twelve different colours — [292, 451, 534, 462]
classified-line: 2 Hill Street. — [121, 728, 169, 738]
classified-line: Large stock of Antique Brass and Coinage Bronze Fittings. — [35, 998, 255, 1008]
classified-line: R. B. DAVIS AND CO., — [99, 1403, 190, 1414]
classified-line: CITY FOUNDRY, EVA STREET. — [82, 900, 208, 910]
dominion-nameplate: The Dominion. — [911, 360, 1148, 408]
printing-phone: RING UP TELEPHONE 303. — [508, 1151, 663, 1164]
representation-heading: REPRESENTATION. — [911, 426, 1148, 453]
personal-article — [1421, 1057, 1658, 1465]
economic-line: NEW EMBROIDERIES, in muslin and cambric, all-overs, 1s. 6d. upwards. Beautiful wide Cambric Insertions, 10½d., 1s., 1s. 6d. upwards. — [292, 800, 812, 811]
classified-title: D. O'BREEN HALES, — [68, 77, 221, 92]
classified-ad — [30, 1561, 260, 1701]
economic-line: ALL SILK MALTESE LACE SCARVES, in latest designs, splendid assortment, full length, 3s. 3d., 3s. 6d., 4s. 11d., to 9s. 11d. in all. — [292, 685, 790, 695]
classified-title: H. RIDDLE, LL.B., Barrister and Solicitor, — [36, 609, 254, 621]
classified-line: BEST CARBIDE at Lowest Prices. — [79, 1510, 211, 1520]
divider — [292, 158, 879, 159]
classified-ref: C858 — [243, 657, 258, 665]
article-paragraph: "What have you to say to the supply of biscuits?" asked the reporter. "That I can prove," replied Mr. Darton. "I would like the editor of the 'Daily Telegraph' to send a telegram to Mr. Kirk, storekeeper, Port Awanui, asking him what Native schools he has supplied with biscuits, and the amount supplied to each. I know for certain that three Native schools were supplied by Mr. Kirk with biscuits to the order of the Department. There are other schools that I know have been supplied in the same way, but those three I can speak of with authority. I will go over them with any person the Minister wishes to send." — [1676, 878, 1914, 994]
classified-line: Manufacturers of High-class Engines and Brick Machines. — [36, 877, 254, 887]
local-article — [1166, 686, 1403, 1299]
ad-ref: C834 — [862, 1640, 879, 1649]
